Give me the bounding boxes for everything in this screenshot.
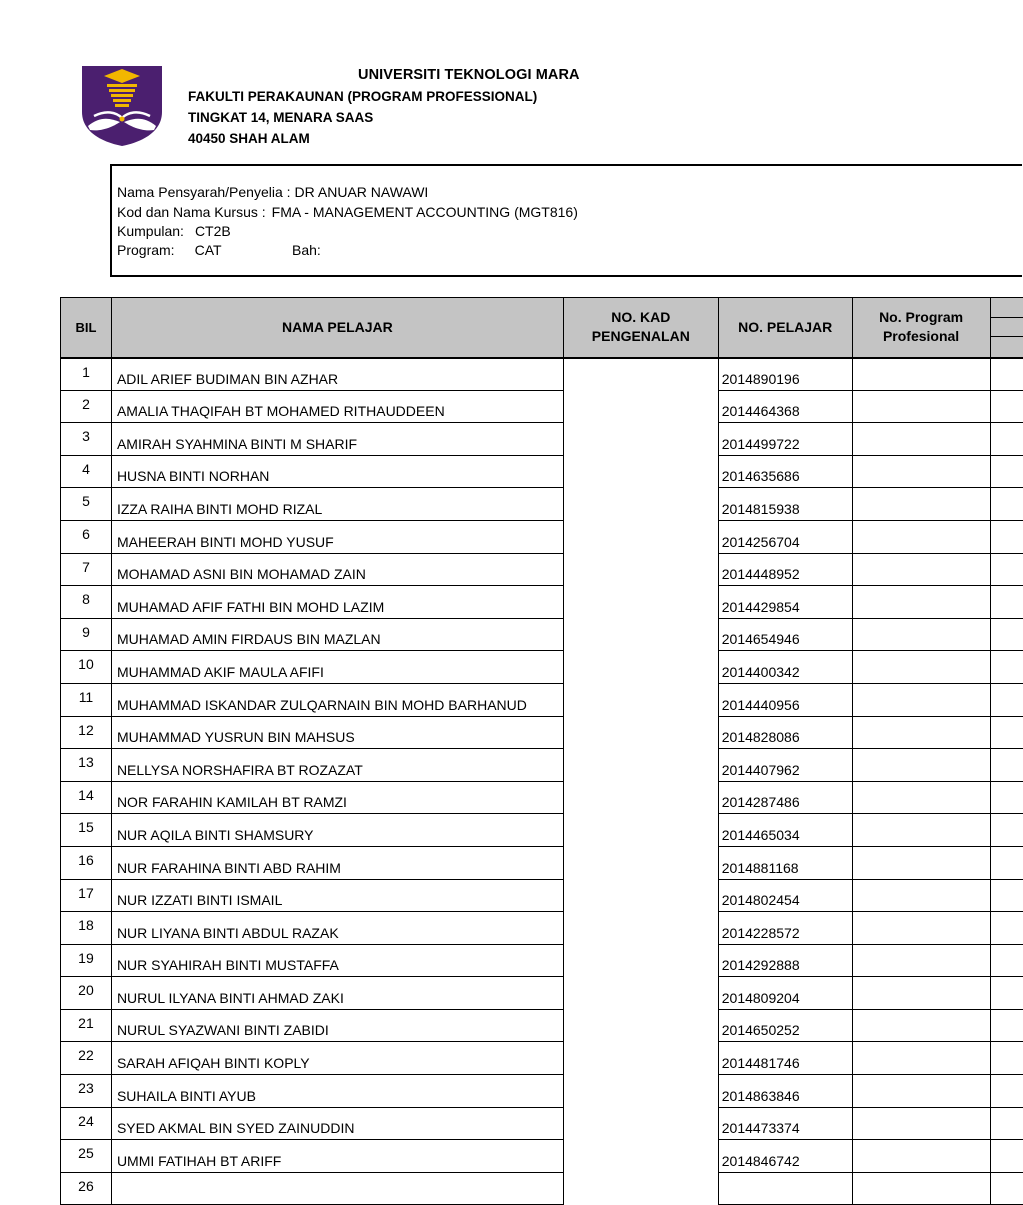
row-program-no (852, 455, 990, 488)
row-ic (563, 520, 718, 553)
row-student-no: 2014809204 (718, 977, 852, 1010)
row-extra (990, 683, 1023, 716)
row-student-no: 2014400342 (718, 651, 852, 684)
row-student-no: 2014440956 (718, 683, 852, 716)
row-bil: 4 (61, 455, 112, 488)
row-extra (990, 1075, 1023, 1108)
row-student-no: 2014465034 (718, 814, 852, 847)
uitm-logo-icon (80, 66, 164, 146)
course-line (117, 204, 578, 220)
row-name: MUHAMMAD AKIF MAULA AFIFI (111, 651, 563, 684)
group-label: Kumpulan: (117, 223, 184, 239)
row-student-no: 2014650252 (718, 1009, 852, 1042)
table-row (61, 358, 1023, 391)
row-program-no (852, 1107, 990, 1140)
row-extra (990, 455, 1023, 488)
table-row (61, 586, 1023, 619)
table-row (61, 488, 1023, 521)
row-student-no (718, 1172, 852, 1205)
header-ic-line1: NO. KAD (611, 309, 670, 325)
row-ic (563, 1140, 718, 1173)
row-name: AMALIA THAQIFAH BT MOHAMED RITHAUDDEEN (111, 390, 563, 423)
row-program-no (852, 846, 990, 879)
row-name: NUR FARAHINA BINTI ABD RAHIM (111, 846, 563, 879)
row-bil: 20 (61, 977, 112, 1010)
row-name (111, 1172, 563, 1205)
table-row (61, 1075, 1023, 1108)
row-name: MAHEERAH BINTI MOHD YUSUF (111, 520, 563, 553)
table-row (61, 912, 1023, 945)
row-bil: 24 (61, 1107, 112, 1140)
header-ic (563, 298, 718, 358)
row-ic (563, 912, 718, 945)
row-program-no (852, 520, 990, 553)
row-name: SYED AKMAL BIN SYED ZAINUDDIN (111, 1107, 563, 1140)
course-info-box (110, 164, 1022, 277)
row-bil: 22 (61, 1042, 112, 1075)
row-extra (990, 879, 1023, 912)
row-ic (563, 553, 718, 586)
row-program-no (852, 586, 990, 619)
row-name: NURUL SYAZWANI BINTI ZABIDI (111, 1009, 563, 1042)
faculty-name: FAKULTI PERAKAUNAN (PROGRAM PROFESSIONAL) (188, 89, 537, 104)
header-bil: BIL (61, 298, 112, 358)
row-extra (990, 781, 1023, 814)
row-name: SARAH AFIQAH BINTI KOPLY (111, 1042, 563, 1075)
row-bil: 26 (61, 1172, 112, 1205)
row-name: NOR FARAHIN KAMILAH BT RAMZI (111, 781, 563, 814)
row-student-no: 2014473374 (718, 1107, 852, 1140)
row-program-no (852, 1140, 990, 1173)
header-student-no: NO. PELAJAR (718, 298, 852, 358)
row-extra (990, 1042, 1023, 1075)
table-row (61, 423, 1023, 456)
row-name: MUHAMAD AFIF FATHI BIN MOHD LAZIM (111, 586, 563, 619)
table-row (61, 1009, 1023, 1042)
row-bil: 19 (61, 944, 112, 977)
row-bil: 13 (61, 749, 112, 782)
row-ic (563, 618, 718, 651)
row-student-no: 2014292888 (718, 944, 852, 977)
group-value: CT2B (195, 223, 231, 239)
row-name: IZZA RAIHA BINTI MOHD RIZAL (111, 488, 563, 521)
program-value: CAT (195, 242, 222, 258)
row-bil: 15 (61, 814, 112, 847)
header-ic-line2: PENGENALAN (592, 328, 690, 344)
row-name: MUHAMMAD YUSRUN BIN MAHSUS (111, 716, 563, 749)
row-bil: 17 (61, 879, 112, 912)
row-name: NELLYSA NORSHAFIRA BT ROZAZAT (111, 749, 563, 782)
row-bil: 23 (61, 1075, 112, 1108)
row-bil: 5 (61, 488, 112, 521)
row-student-no: 2014448952 (718, 553, 852, 586)
table-row (61, 716, 1023, 749)
row-student-no: 2014802454 (718, 879, 852, 912)
row-ic (563, 879, 718, 912)
row-ic (563, 1042, 718, 1075)
row-ic (563, 749, 718, 782)
row-program-no (852, 977, 990, 1010)
row-ic (563, 781, 718, 814)
row-student-no: 2014464368 (718, 390, 852, 423)
row-program-no (852, 683, 990, 716)
row-extra (990, 912, 1023, 945)
table-row (61, 977, 1023, 1010)
table-row (61, 944, 1023, 977)
row-extra (990, 1107, 1023, 1140)
row-ic (563, 1009, 718, 1042)
row-bil: 16 (61, 846, 112, 879)
row-bil: 12 (61, 716, 112, 749)
row-program-no (852, 749, 990, 782)
row-extra (990, 651, 1023, 684)
address-line-2: 40450 SHAH ALAM (188, 131, 310, 146)
row-extra (990, 553, 1023, 586)
row-extra (990, 520, 1023, 553)
row-extra (990, 358, 1023, 391)
table-row (61, 683, 1023, 716)
row-bil: 9 (61, 618, 112, 651)
row-student-no: 2014256704 (718, 520, 852, 553)
table-row (61, 390, 1023, 423)
row-bil: 2 (61, 390, 112, 423)
table-row (61, 520, 1023, 553)
table-row (61, 879, 1023, 912)
row-student-no: 2014635686 (718, 455, 852, 488)
program-label: Program: (117, 242, 175, 258)
row-bil: 8 (61, 586, 112, 619)
row-extra (990, 488, 1023, 521)
row-bil: 10 (61, 651, 112, 684)
row-student-no: 2014654946 (718, 618, 852, 651)
row-bil: 14 (61, 781, 112, 814)
row-name: MOHAMAD ASNI BIN MOHAMAD ZAIN (111, 553, 563, 586)
row-ic (563, 1075, 718, 1108)
row-program-no (852, 879, 990, 912)
table-row (61, 651, 1023, 684)
table-row (61, 846, 1023, 879)
row-program-no (852, 390, 990, 423)
student-rows (61, 358, 1023, 1205)
table-row (61, 1140, 1023, 1173)
row-student-no: 2014429854 (718, 586, 852, 619)
row-student-no: 2014407962 (718, 749, 852, 782)
row-program-no (852, 781, 990, 814)
row-ic (563, 1107, 718, 1140)
row-ic (563, 390, 718, 423)
program-line (117, 242, 222, 258)
row-program-no (852, 1075, 990, 1108)
row-bil: 21 (61, 1009, 112, 1042)
row-extra (990, 977, 1023, 1010)
row-name: NUR IZZATI BINTI ISMAIL (111, 879, 563, 912)
row-ic (563, 455, 718, 488)
university-name: UNIVERSITI TEKNOLOGI MARA (358, 67, 580, 83)
row-student-no: 2014481746 (718, 1042, 852, 1075)
row-ic (563, 358, 718, 391)
row-ic (563, 651, 718, 684)
row-extra (990, 1172, 1023, 1205)
row-student-no: 2014228572 (718, 912, 852, 945)
row-program-no (852, 651, 990, 684)
row-name: AMIRAH SYAHMINA BINTI M SHARIF (111, 423, 563, 456)
row-extra (990, 586, 1023, 619)
row-bil: 6 (61, 520, 112, 553)
row-ic (563, 423, 718, 456)
row-bil: 7 (61, 553, 112, 586)
table-row (61, 618, 1023, 651)
table-row (61, 1107, 1023, 1140)
row-student-no: 2014846742 (718, 1140, 852, 1173)
row-program-no (852, 716, 990, 749)
row-program-no (852, 618, 990, 651)
table-row (61, 553, 1023, 586)
table-row (61, 814, 1023, 847)
course-label: Kod dan Nama Kursus : (117, 204, 266, 220)
group-line (117, 223, 231, 239)
row-name: NUR LIYANA BINTI ABDUL RAZAK (111, 912, 563, 945)
row-program-no (852, 1009, 990, 1042)
row-program-no (852, 1042, 990, 1075)
row-extra (990, 846, 1023, 879)
row-ic (563, 1172, 718, 1205)
row-program-no (852, 553, 990, 586)
row-ic (563, 846, 718, 879)
row-student-no: 2014287486 (718, 781, 852, 814)
row-name: SUHAILA BINTI AYUB (111, 1075, 563, 1108)
table-row (61, 781, 1023, 814)
row-ic (563, 586, 718, 619)
row-extra (990, 716, 1023, 749)
row-program-no (852, 358, 990, 391)
header-program-line1: No. Program (879, 309, 963, 325)
row-bil: 3 (61, 423, 112, 456)
row-extra (990, 423, 1023, 456)
row-extra (990, 749, 1023, 782)
row-name: NUR SYAHIRAH BINTI MUSTAFFA (111, 944, 563, 977)
row-bil: 25 (61, 1140, 112, 1173)
bah-label: Bah: (292, 242, 321, 258)
table-row (61, 749, 1023, 782)
row-student-no: 2014815938 (718, 488, 852, 521)
row-extra (990, 1009, 1023, 1042)
row-student-no: 2014499722 (718, 423, 852, 456)
row-name: NUR AQILA BINTI SHAMSURY (111, 814, 563, 847)
row-extra (990, 618, 1023, 651)
row-ic (563, 716, 718, 749)
row-ic (563, 814, 718, 847)
row-extra (990, 944, 1023, 977)
lecturer-line (117, 184, 428, 200)
row-student-no: 2014890196 (718, 358, 852, 391)
row-bil: 18 (61, 912, 112, 945)
row-student-no: 2014881168 (718, 846, 852, 879)
row-student-no: 2014863846 (718, 1075, 852, 1108)
row-ic (563, 977, 718, 1010)
header-program (852, 298, 990, 358)
student-table (60, 297, 1023, 1205)
header-extra (990, 298, 1023, 358)
row-name: MUHAMAD AMIN FIRDAUS BIN MAZLAN (111, 618, 563, 651)
header-name: NAMA PELAJAR (111, 298, 563, 358)
row-extra (990, 1140, 1023, 1173)
lecturer-label: Nama Pensyarah/Penyelia : (117, 184, 291, 200)
row-bil: 1 (61, 358, 112, 391)
row-extra (990, 814, 1023, 847)
row-program-no (852, 1172, 990, 1205)
table-row (61, 455, 1023, 488)
row-program-no (852, 814, 990, 847)
row-program-no (852, 488, 990, 521)
row-name: UMMI FATIHAH BT ARIFF (111, 1140, 563, 1173)
row-name: NURUL ILYANA BINTI AHMAD ZAKI (111, 977, 563, 1010)
row-ic (563, 683, 718, 716)
table-row (61, 1042, 1023, 1075)
row-ic (563, 488, 718, 521)
row-bil: 11 (61, 683, 112, 716)
row-extra (990, 390, 1023, 423)
row-name: HUSNA BINTI NORHAN (111, 455, 563, 488)
table-row (61, 1172, 1023, 1205)
row-name: MUHAMMAD ISKANDAR ZULQARNAIN BIN MOHD BARHANUD (111, 683, 563, 716)
row-program-no (852, 944, 990, 977)
row-ic (563, 944, 718, 977)
row-student-no: 2014828086 (718, 716, 852, 749)
header-program-line2: Profesional (883, 328, 959, 344)
address-line-1: TINGKAT 14, MENARA SAAS (188, 110, 373, 125)
lecturer-value: DR ANUAR NAWAWI (295, 184, 429, 200)
row-name: ADIL ARIEF BUDIMAN BIN AZHAR (111, 358, 563, 391)
row-program-no (852, 912, 990, 945)
row-program-no (852, 423, 990, 456)
table-header-row (61, 298, 1023, 358)
course-value: FMA - MANAGEMENT ACCOUNTING (MGT816) (272, 204, 578, 220)
